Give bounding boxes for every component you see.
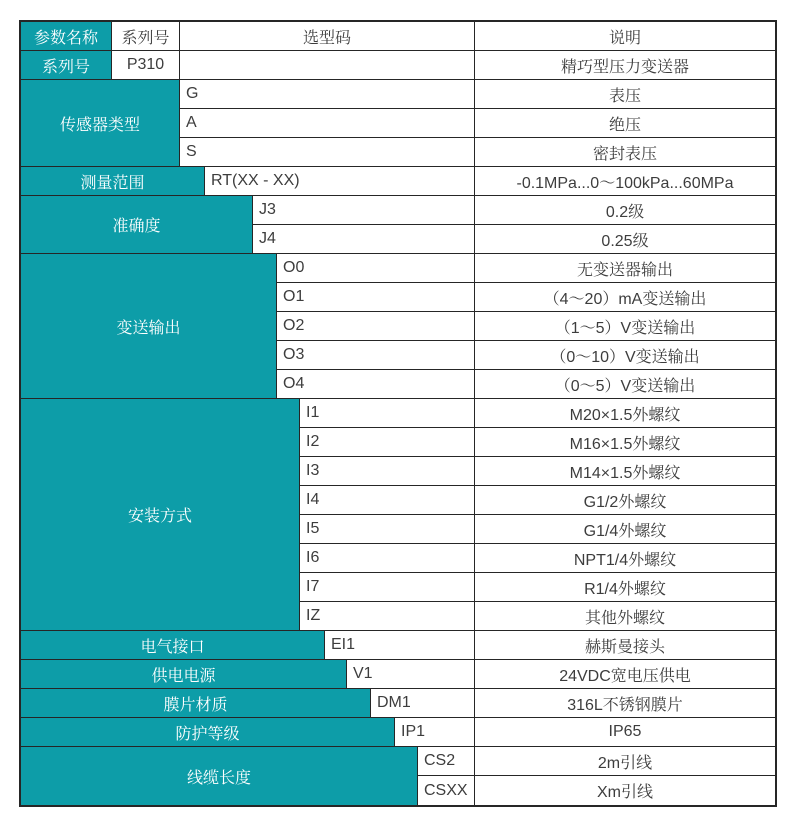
code-cell: CSXX bbox=[418, 776, 475, 805]
group-accuracy bbox=[21, 196, 775, 254]
group-label-transmitter-output: 变送输出 bbox=[21, 254, 277, 399]
table-row bbox=[277, 341, 775, 370]
desc-cell: M16×1.5外螺纹 bbox=[475, 428, 775, 457]
group-label-sensor-type: 传感器类型 bbox=[21, 80, 180, 167]
table-row bbox=[371, 689, 775, 718]
code-cell: I7 bbox=[300, 573, 475, 602]
code-cell: S bbox=[180, 138, 475, 167]
header-row bbox=[21, 22, 775, 51]
code-cell: O0 bbox=[277, 254, 475, 283]
table-row bbox=[277, 370, 775, 399]
code-cell: G bbox=[180, 80, 475, 109]
desc-cell: 密封表压 bbox=[475, 138, 775, 167]
code-cell: I5 bbox=[300, 515, 475, 544]
desc-cell: M14×1.5外螺纹 bbox=[475, 457, 775, 486]
header-code: 选型码 bbox=[180, 22, 475, 51]
desc-cell: G1/4外螺纹 bbox=[475, 515, 775, 544]
code-cell: IZ bbox=[300, 602, 475, 631]
table-row bbox=[277, 283, 775, 312]
desc-cell: 316L不锈钢膜片 bbox=[475, 689, 775, 718]
desc-cell: Xm引线 bbox=[596, 784, 653, 801]
series-row-label: 系列号 bbox=[21, 51, 112, 80]
desc-cell: （0～5）V变送输出 bbox=[475, 370, 775, 399]
table-row bbox=[300, 544, 775, 573]
code-cell: EI1 bbox=[325, 631, 475, 660]
table-row bbox=[253, 225, 775, 254]
group-sensor-type bbox=[21, 80, 775, 167]
desc-cell: 0.25级 bbox=[475, 225, 775, 254]
table-row bbox=[300, 399, 775, 428]
code-cell: IP1 bbox=[395, 718, 475, 747]
code-cell: O3 bbox=[277, 341, 475, 370]
group-label-power-supply: 供电电源 bbox=[21, 660, 347, 689]
series-empty-code-cell bbox=[180, 51, 475, 80]
group-diaphragm-material bbox=[21, 689, 775, 718]
desc-cell: 0.2级 bbox=[475, 196, 775, 225]
code-cell: RT(XX - XX) bbox=[205, 167, 475, 196]
group-electrical-interface bbox=[21, 631, 775, 660]
desc-cell: NPT1/4外螺纹 bbox=[475, 544, 775, 573]
group-label-mounting-type: 安装方式 bbox=[21, 399, 300, 631]
code-cell: O2 bbox=[277, 312, 475, 341]
desc-cell: （0～10）V变送输出 bbox=[475, 341, 775, 370]
desc-cell: 无变送器输出 bbox=[475, 254, 775, 283]
table-row bbox=[347, 660, 775, 689]
code-cell: I2 bbox=[300, 428, 475, 457]
code-cell: O4 bbox=[277, 370, 475, 399]
table-row bbox=[300, 486, 775, 515]
group-label-diaphragm-material: 膜片材质 bbox=[21, 689, 371, 718]
series-row bbox=[21, 51, 775, 80]
series-code-cell: P310 bbox=[112, 51, 180, 80]
code-cell: O1 bbox=[277, 283, 475, 312]
header-description: 说明 bbox=[475, 22, 775, 51]
header-param-name: 参数名称 bbox=[21, 22, 112, 51]
code-cell: V1 bbox=[347, 660, 475, 689]
desc-cell: R1/4外螺纹 bbox=[475, 573, 775, 602]
table-row bbox=[300, 428, 775, 457]
desc-cell: G1/2外螺纹 bbox=[475, 486, 775, 515]
table-row bbox=[418, 776, 775, 805]
table-row bbox=[300, 602, 775, 631]
table-row bbox=[205, 167, 775, 196]
table-row bbox=[300, 515, 775, 544]
product-selection-table bbox=[19, 20, 777, 807]
code-cell: I6 bbox=[300, 544, 475, 573]
desc-cell: M20×1.5外螺纹 bbox=[475, 399, 775, 428]
group-label-cable-length: 线缆长度 bbox=[21, 747, 418, 805]
group-transmitter-output bbox=[21, 254, 775, 399]
desc-cell: （4～20）mA变送输出 bbox=[475, 283, 775, 312]
group-mounting-type bbox=[21, 399, 775, 631]
desc-cell: -0.1MPa...0～100kPa...60MPa bbox=[475, 167, 775, 196]
code-cell: CS2 bbox=[418, 747, 475, 776]
code-cell: J4 bbox=[253, 225, 475, 254]
table-row bbox=[418, 747, 775, 776]
group-label-accuracy: 准确度 bbox=[21, 196, 253, 254]
desc-cell: 绝压 bbox=[475, 109, 775, 138]
table-row bbox=[300, 573, 775, 602]
series-desc-cell: 精巧型压力变送器 bbox=[475, 51, 775, 80]
table-row bbox=[180, 138, 775, 167]
table-row bbox=[180, 109, 775, 138]
table-row bbox=[253, 196, 775, 225]
group-label-protection-rating: 防护等级 bbox=[21, 718, 395, 747]
header-series: 系列号 bbox=[112, 22, 180, 51]
desc-cell: （1～5）V变送输出 bbox=[475, 312, 775, 341]
table-row bbox=[395, 718, 775, 747]
desc-cell: 表压 bbox=[475, 80, 775, 109]
table-row bbox=[325, 631, 775, 660]
code-cell: DM1 bbox=[371, 689, 475, 718]
code-cell: J3 bbox=[253, 196, 475, 225]
desc-cell: 赫斯曼接头 bbox=[475, 631, 775, 660]
desc-cell: 2m引线 bbox=[475, 747, 775, 776]
table-row bbox=[277, 312, 775, 341]
group-label-measuring-range: 测量范围 bbox=[21, 167, 205, 196]
table-row bbox=[300, 457, 775, 486]
table-row bbox=[277, 254, 775, 283]
group-power-supply bbox=[21, 660, 775, 689]
group-measuring-range bbox=[21, 167, 775, 196]
table-row bbox=[180, 80, 775, 109]
desc-cell: 24VDC宽电压供电 bbox=[475, 660, 775, 689]
desc-cell: 其他外螺纹 bbox=[475, 602, 775, 631]
code-cell: I4 bbox=[300, 486, 475, 515]
group-cable-length bbox=[21, 747, 775, 805]
desc-cell: IP65 bbox=[475, 718, 775, 747]
code-cell: I1 bbox=[300, 399, 475, 428]
code-cell: A bbox=[180, 109, 475, 138]
group-protection-rating bbox=[21, 718, 775, 747]
code-cell: I3 bbox=[300, 457, 475, 486]
group-label-electrical-interface: 电气接口 bbox=[21, 631, 325, 660]
